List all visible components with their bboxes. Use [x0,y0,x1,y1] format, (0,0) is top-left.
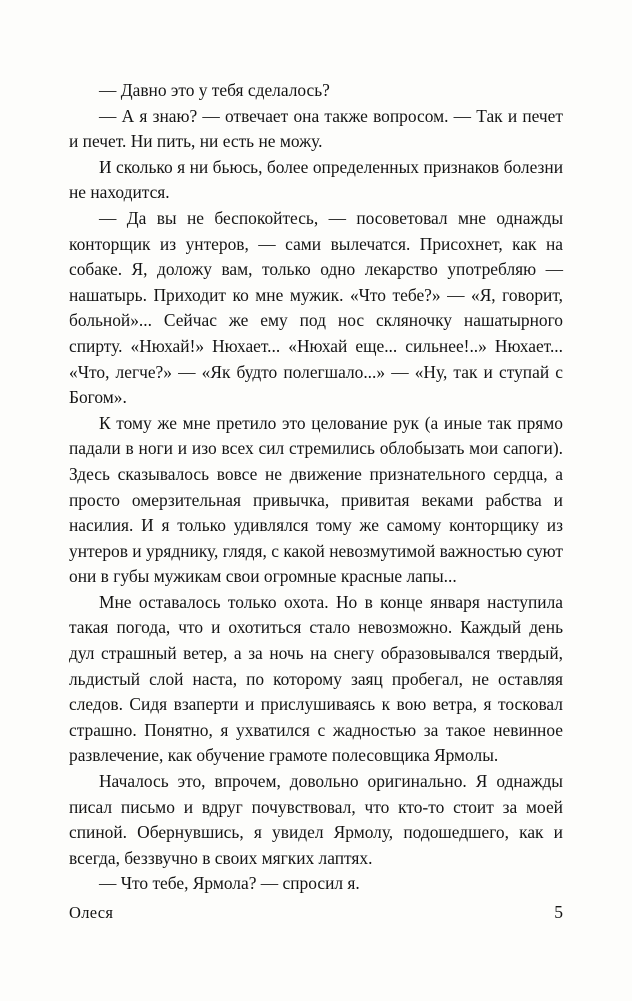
running-title: Олеся [69,903,114,922]
paragraph: Мне оставалось только охота. Но в конце января наступила такая погода, что и охотиться стало невозможно. Каждый день дул страшный ветер, а за ночь на снегу образовывался твердый, льдистый слой наста, по которому заяц пробегал, не оставляя следов. Сидя взаперти и прислушиваясь к вою ветра, я тосковал страшно. Понятно, я ухватился с жадностью за такое невинное развлечение, как обучение грамоте полесовщика Ярмолы. [69,591,563,766]
paragraph: К тому же мне претило это целование рук (а иные так прямо падали в ноги и изо всех сил стремились облобызать мои сапоги). Здесь сказывалось вовсе не движение признательного сердца, а просто омерзительная привычка, привитая веками рабства и насилия. И я только удивлялся тому же самому конторщику из унтеров и уряднику, глядя, с какой невозмутимой важностью суют они в губы мужикам свои огромные красные лапы... [69,412,563,587]
paragraph: — Давно это у тебя сделалось? [99,80,330,100]
paragraph: — Да вы не беспокойтесь, — посоветовал мне однажды конторщик из унтеров, — сами вылечатся. Присохнет, как на собаке. Я, доложу вам, только одно лекарство употребляю — нашатырь. Приходит ко мне мужик. «Что тебе?» — «Я, говорит, больной»... Сейчас же ему под нос скляночку нашатырного спирту. «Нюхай!» Нюхает... «Нюхай еще... сильнее!..» Нюхает... «Что, легче?» — «Як будто полегшало...» — «Ну, так и ступай с Богом». [69,207,563,408]
paragraph: — Что тебе, Ярмола? — спросил я. [99,873,360,894]
paragraph: Началось это, впрочем, довольно оригинально. Я однажды писал письмо и вдруг почувствовал, что кто-то стоит за моей спиной. Обернувшись, я увидел Ярмолу, подошедшего, как и всегда, беззвучно в своих мягких лаптях. [69,771,563,868]
page-number: 5 [554,902,563,922]
page-footer [69,902,563,923]
paragraph: — А я знаю? — отвечает она также вопросом. — Так и печет и печет. Ни пить, ни есть не можу. [69,105,563,152]
page-body-text [69,78,563,897]
paragraph: И сколько я ни бьюсь, более определенных признаков болезни не находится. [69,156,563,203]
